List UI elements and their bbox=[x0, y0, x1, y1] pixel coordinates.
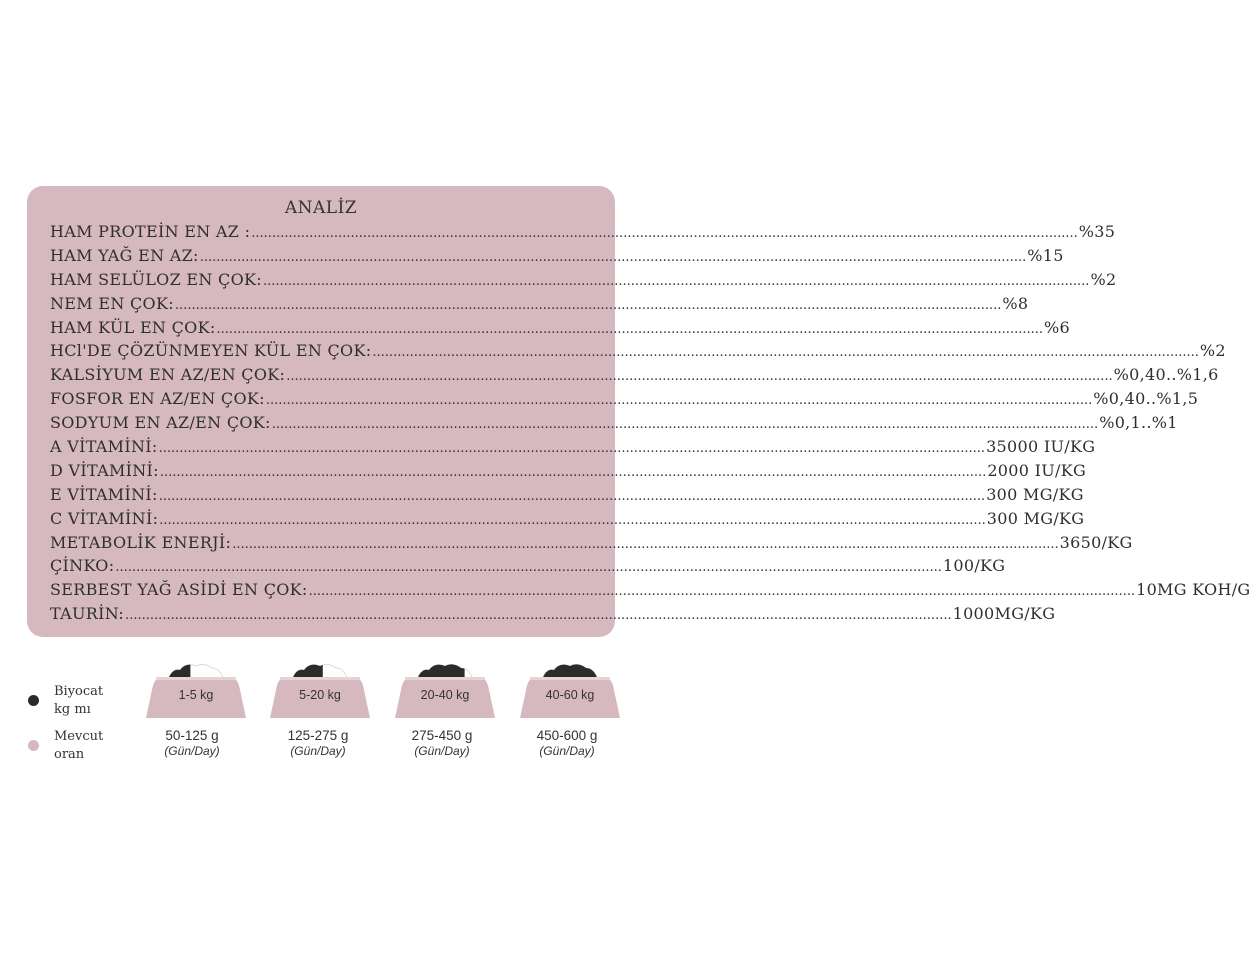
food-bowl bbox=[395, 660, 495, 720]
analysis-label: D VİTAMİNİ: bbox=[50, 460, 159, 480]
portion-amount: 125-275 g bbox=[287, 728, 349, 743]
dot-leader: ........................................................................................................................................................................................................ bbox=[159, 464, 987, 480]
analysis-row bbox=[50, 245, 1064, 270]
legend-mevcut-line1: Mevcut bbox=[54, 729, 104, 744]
analysis-label: A VİTAMİNİ: bbox=[50, 437, 158, 457]
analysis-value: 1000MG/KG bbox=[952, 604, 1056, 624]
analysis-label: METABOLİK ENERJİ: bbox=[50, 532, 232, 552]
analysis-label: TAURİN: bbox=[50, 604, 125, 624]
analysis-row bbox=[50, 222, 1116, 246]
analysis-value: 300 MG/KG bbox=[986, 484, 1084, 504]
analysis-value: %2 bbox=[1199, 341, 1226, 361]
dot-leader: ........................................................................................................................................................................................................ bbox=[199, 249, 1027, 265]
portion-amount: 450-600 g bbox=[536, 728, 598, 743]
analysis-row bbox=[50, 460, 1087, 485]
analysis-label: HCl'DE ÇÖZÜNMEYEN KÜL EN ÇOK: bbox=[50, 341, 372, 361]
analysis-row bbox=[50, 437, 1096, 461]
legend-mevcut-line2: oran bbox=[54, 747, 85, 762]
dot-leader: ........................................................................................................................................................................................................ bbox=[251, 226, 1078, 241]
analysis-label: HAM SELÜLOZ EN ÇOK: bbox=[50, 269, 262, 289]
analysis-row bbox=[50, 365, 1219, 389]
analysis-label: C VİTAMİNİ: bbox=[50, 508, 159, 528]
portion-amount: 275-450 g bbox=[411, 728, 473, 743]
analysis-value: 2000 IU/KG bbox=[987, 460, 1087, 480]
bowl-weight-label: 40-60 kg bbox=[545, 688, 595, 702]
food-bowl bbox=[146, 660, 246, 720]
analysis-panel bbox=[27, 186, 1250, 637]
food-bowl bbox=[270, 660, 370, 720]
dot-leader: ........................................................................................................................................................................................................ bbox=[372, 345, 1199, 361]
analysis-value: %2 bbox=[1090, 269, 1117, 289]
dot-leader: ........................................................................................................................................................................................................ bbox=[265, 393, 1093, 409]
analysis-label: ÇİNKO: bbox=[50, 556, 115, 576]
analysis-row bbox=[50, 604, 1056, 628]
dot-leader: ........................................................................................................................................................................................................ bbox=[159, 512, 986, 528]
dot-leader: ........................................................................................................................................................................................................ bbox=[115, 560, 942, 576]
food-bowl bbox=[520, 660, 620, 720]
portion-period: (Gün/Day) bbox=[290, 744, 346, 758]
analysis-row bbox=[50, 293, 1029, 318]
analysis-label: HAM YAĞ EN AZ: bbox=[50, 245, 199, 265]
portion-period: (Gün/Day) bbox=[414, 744, 470, 758]
analysis-row bbox=[50, 484, 1084, 509]
analysis-row bbox=[50, 389, 1199, 413]
dot-leader: ........................................................................................................................................................................................................ bbox=[216, 321, 1043, 337]
analysis-value: %8 bbox=[1002, 293, 1029, 313]
analysis-label: SODYUM EN AZ/EN ÇOK: bbox=[50, 413, 271, 433]
analysis-value: %0,1..%1 bbox=[1099, 413, 1178, 433]
analysis-row bbox=[50, 317, 1070, 342]
analysis-row bbox=[50, 413, 1178, 437]
dot-leader: ........................................................................................................................................................................................................ bbox=[125, 608, 952, 624]
analysis-value: 3650/KG bbox=[1059, 532, 1133, 552]
analysis-label: SERBEST YAĞ ASİDİ EN ÇOK: bbox=[50, 580, 308, 600]
bowl-weight-label: 5-20 kg bbox=[299, 688, 341, 702]
daily-portion bbox=[512, 727, 622, 759]
analysis-value: %15 bbox=[1027, 245, 1064, 265]
dot-leader: ........................................................................................................................................................................................................ bbox=[262, 273, 1090, 289]
bowl-weight-label: 20-40 kg bbox=[420, 688, 470, 702]
legend-biyocat-line1: Biyocat bbox=[54, 684, 104, 699]
analysis-label: HAM PROTEİN EN AZ : bbox=[50, 222, 251, 241]
dot-leader: ........................................................................................................................................................................................................ bbox=[158, 488, 986, 504]
dot-leader: ........................................................................................................................................................................................................ bbox=[271, 417, 1099, 433]
pink-dot-icon bbox=[28, 740, 39, 751]
analysis-value: %6 bbox=[1044, 317, 1070, 337]
daily-portion bbox=[263, 727, 373, 759]
analysis-value: 35000 IU/KG bbox=[986, 437, 1096, 457]
dark-dot-icon bbox=[28, 695, 39, 706]
analysis-list bbox=[50, 222, 1250, 628]
analysis-row bbox=[50, 556, 1006, 580]
analysis-value: %35 bbox=[1078, 222, 1116, 241]
analysis-value: 100/KG bbox=[942, 556, 1006, 576]
analysis-value: 10MG KOH/G bbox=[1136, 580, 1250, 600]
analysis-label: NEM EN ÇOK: bbox=[50, 293, 174, 313]
analysis-value: %0,40..%1,5 bbox=[1093, 389, 1199, 409]
dot-leader: ........................................................................................................................................................................................................ bbox=[232, 536, 1059, 552]
analysis-row bbox=[50, 580, 1250, 604]
analysis-title: ANALİZ bbox=[284, 198, 358, 218]
portion-period: (Gün/Day) bbox=[164, 744, 220, 758]
daily-portion bbox=[387, 727, 497, 759]
analysis-row bbox=[50, 269, 1117, 294]
analysis-value: 300 MG/KG bbox=[986, 508, 1085, 528]
analysis-value: %0,40..%1,6 bbox=[1113, 365, 1219, 385]
portion-amount: 50-125 g bbox=[165, 728, 219, 743]
analysis-row bbox=[50, 532, 1133, 557]
dot-leader: ........................................................................................................................................................................................................ bbox=[174, 297, 1002, 313]
analysis-row bbox=[50, 341, 1226, 365]
dot-leader: ........................................................................................................................................................................................................ bbox=[308, 584, 1136, 600]
dot-leader: ........................................................................................................................................................................................................ bbox=[286, 369, 1113, 385]
analysis-label: HAM KÜL EN ÇOK: bbox=[50, 317, 216, 337]
bowl-weight-label: 1-5 kg bbox=[178, 688, 214, 702]
analysis-label: E VİTAMİNİ: bbox=[50, 484, 158, 504]
analysis-row bbox=[50, 508, 1085, 533]
analysis-label: FOSFOR EN AZ/EN ÇOK: bbox=[50, 389, 265, 409]
dot-leader: ........................................................................................................................................................................................................ bbox=[158, 441, 986, 457]
legend-biyocat-line2: kg mı bbox=[54, 702, 91, 717]
portion-period: (Gün/Day) bbox=[539, 744, 595, 758]
analysis-label: KALSİYUM EN AZ/EN ÇOK: bbox=[50, 365, 286, 385]
daily-portion bbox=[137, 727, 247, 759]
